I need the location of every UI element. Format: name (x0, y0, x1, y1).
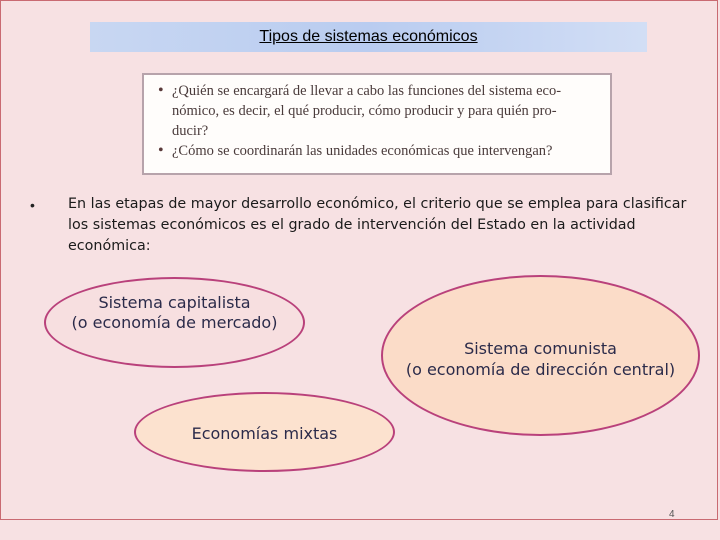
capitalist-sublabel: (o economía de mercado) (71, 312, 278, 332)
bullet-symbol: • (30, 197, 35, 213)
main-paragraph (68, 194, 708, 257)
main-line-2c: en la actividad (525, 217, 636, 233)
question-item-1 (172, 81, 600, 141)
question-1-line-3: ducir? (172, 123, 209, 139)
communist-label: Sistema comunista (464, 338, 617, 358)
capitalist-label: Sistema capitalista (98, 292, 251, 312)
main-line-1: En las etapas de mayor desarrollo económico, el criterio que se emplea para clasificar (68, 196, 687, 212)
main-line-3: económica: (68, 238, 151, 254)
main-line-2-emphasis: grado de intervención del Estado (288, 217, 526, 233)
ellipse-communist-system (381, 275, 700, 436)
communist-sublabel: (o economía de dirección central) (405, 359, 676, 379)
mixed-label: Economías mixtas (191, 423, 338, 443)
page-number: 4 (669, 509, 675, 520)
main-line-2a: los sistemas económicos es el (68, 217, 289, 233)
question-2-text: ¿Cómo se coordinarán las unidades económicas que intervengan? (172, 143, 553, 159)
title-bar (90, 22, 647, 52)
question-item-2 (172, 141, 600, 161)
question-1-line-1: ¿Quién se encargará de llevar a cabo las funciones del sistema eco- (172, 83, 562, 99)
question-1-line-2: nómico, es decir, el qué producir, cómo producir y para quién pro- (172, 103, 557, 119)
ellipse-mixed-economies (134, 392, 395, 472)
slide-title: Tipos de sistemas económicos (259, 28, 478, 45)
ellipse-capitalist-system (44, 277, 305, 368)
questions-list (156, 81, 600, 161)
questions-image-box (142, 73, 612, 175)
